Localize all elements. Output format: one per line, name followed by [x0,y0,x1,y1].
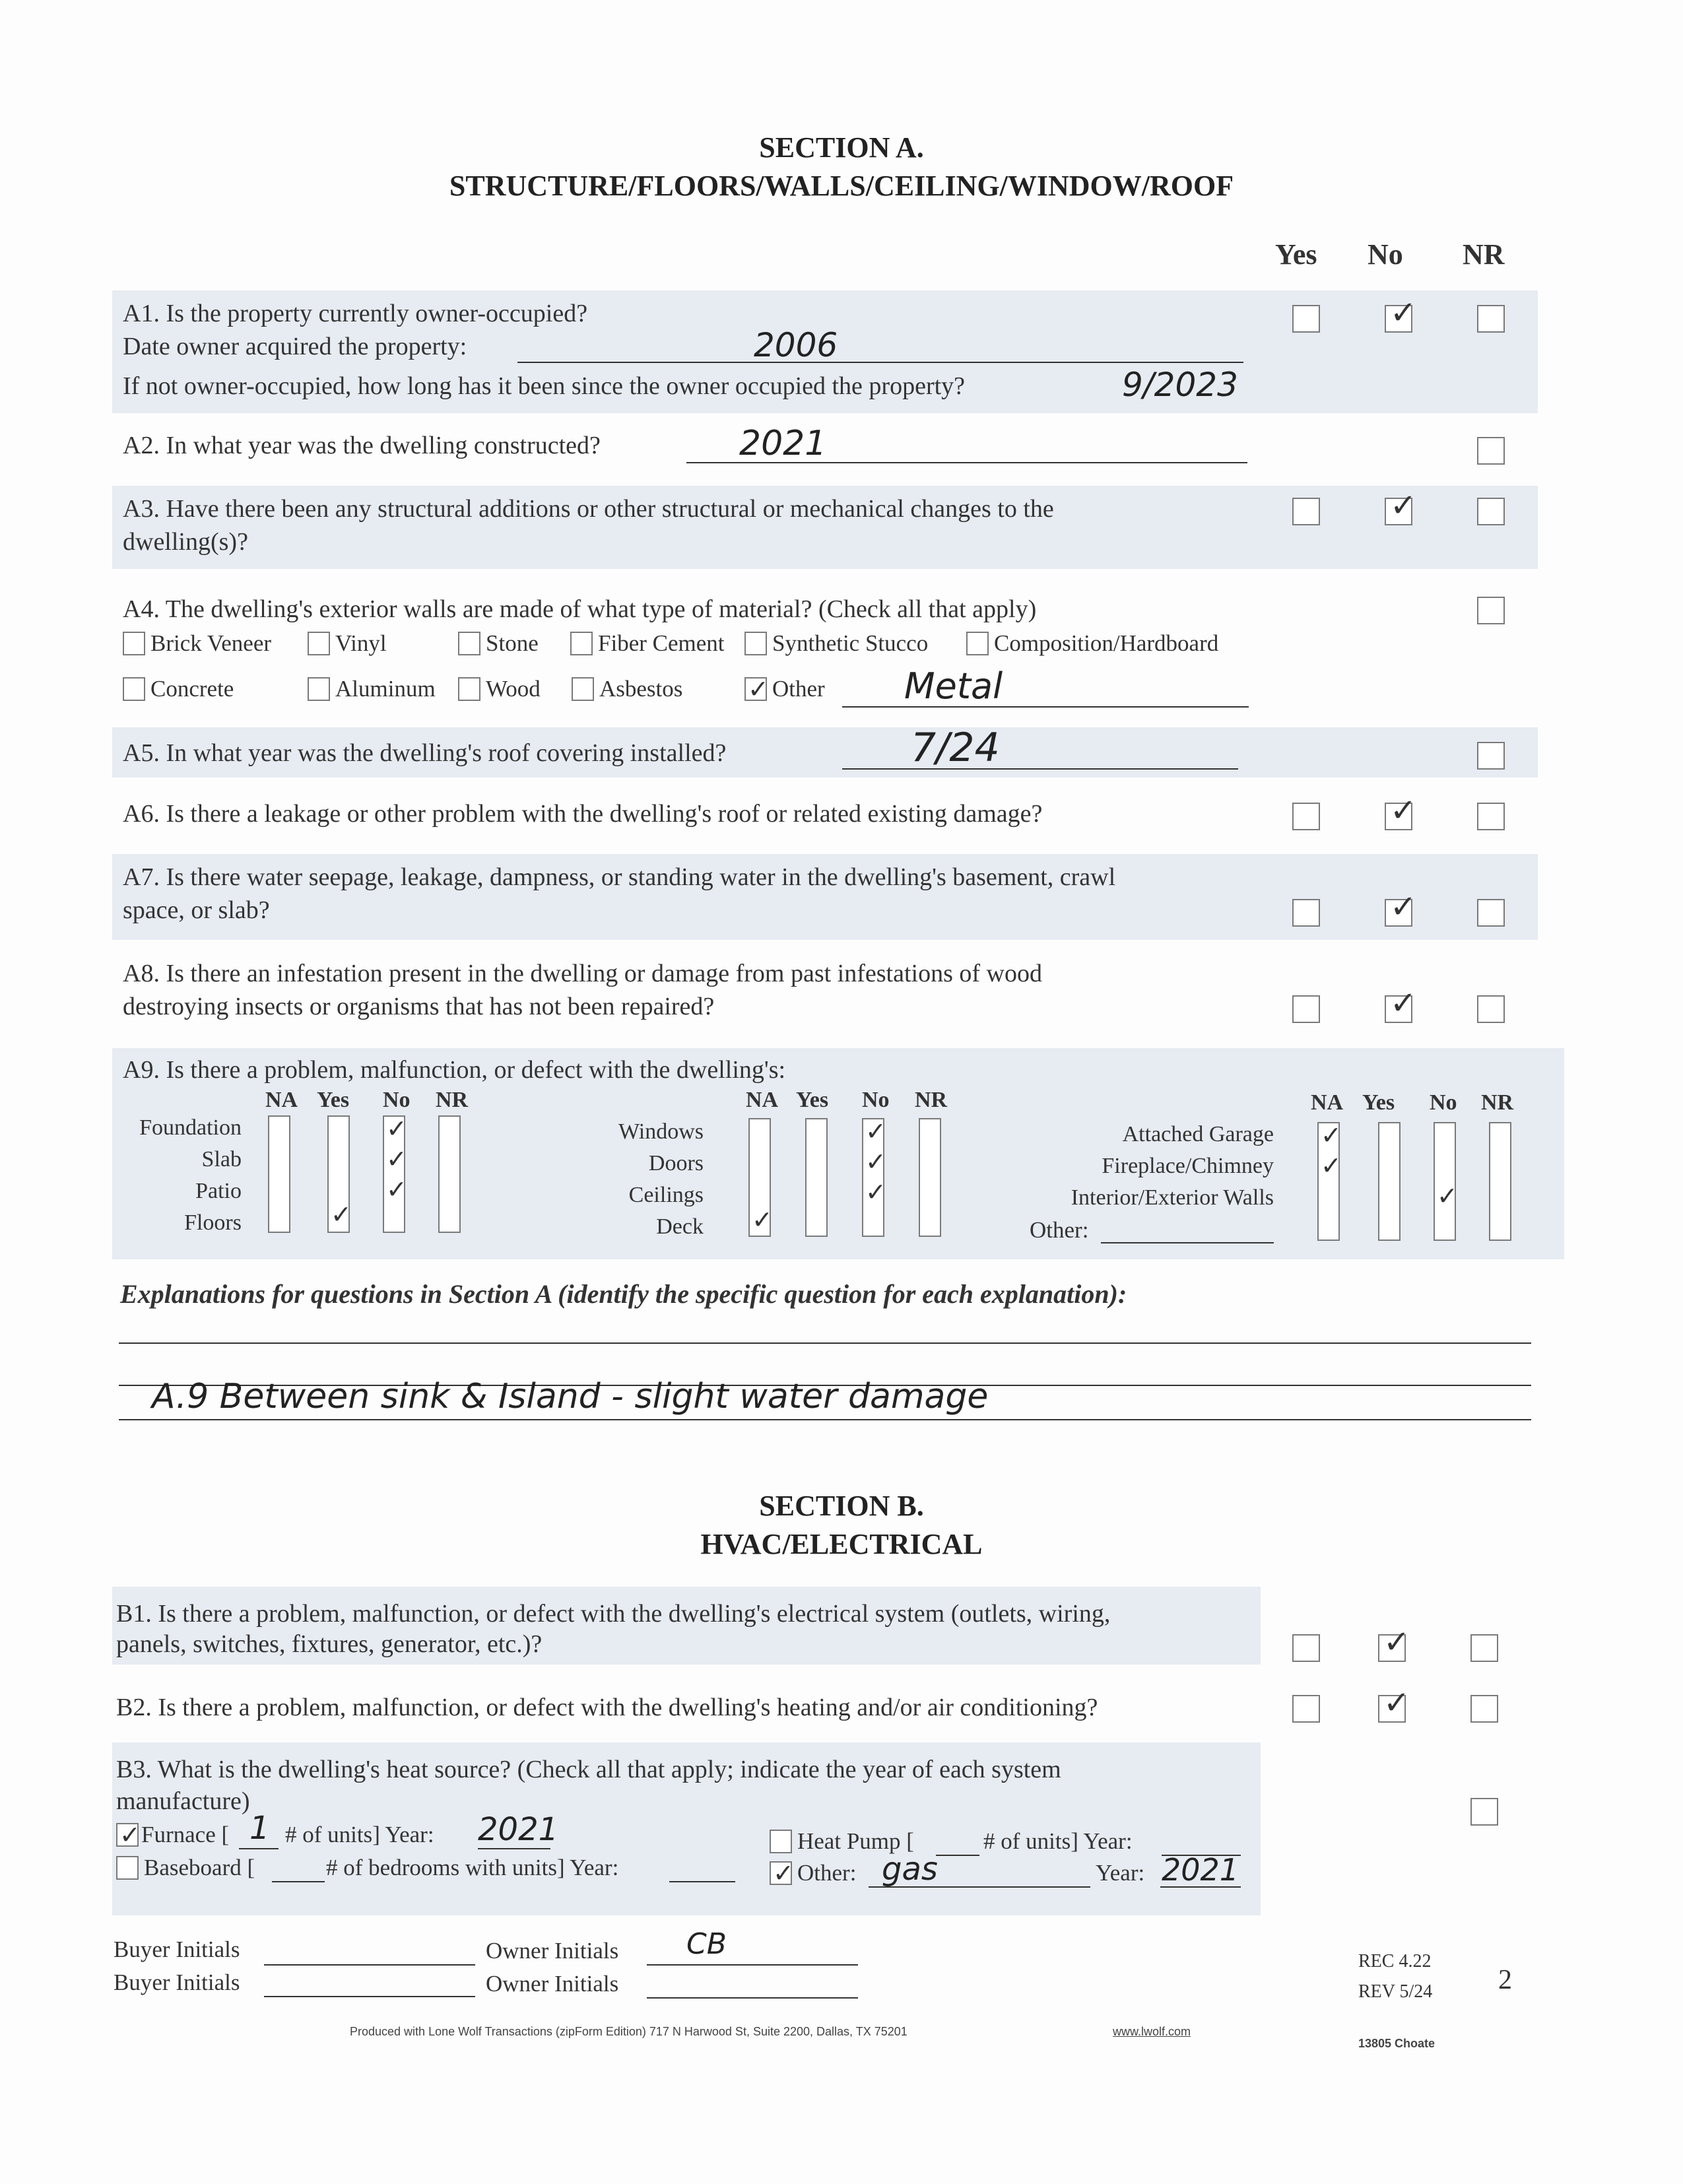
check-icon: ✓ [1383,1624,1410,1661]
explanations-label: Explanations for questions in Section A (identify the specific question for each explanation): [120,1279,1127,1309]
a6-yes-checkbox[interactable] [1292,803,1320,830]
a9-foundation-label: Foundation [139,1115,242,1140]
b3-heat-pump-label: Heat Pump [ [797,1828,914,1854]
a5-answer-line [842,768,1238,770]
a9-deck-label: Deck [656,1214,704,1239]
a3-yes-checkbox[interactable] [1292,498,1320,525]
a9-g1-yes-column[interactable] [327,1115,350,1233]
a9-g1-header-yes: Yes [317,1088,350,1112]
a4-synthetic-stucco-checkbox[interactable] [744,632,767,655]
a2-answer: 2021 [739,424,827,463]
a4-concrete-checkbox[interactable] [123,677,145,701]
a9-ceilings-label: Ceilings [628,1183,704,1207]
check-icon: ✓ [1390,985,1417,1022]
a1-date-acquired-line [517,362,1243,363]
b2-nr-checkbox[interactable] [1470,1695,1498,1723]
check-icon: ✓ [748,675,769,704]
a9-g2-header-nr: NR [915,1088,948,1112]
a8-no-checkbox[interactable] [1385,985,1417,1023]
column-header-no: No [1368,238,1403,271]
owner-initials-label-1: Owner Initials [486,1938,619,1964]
b3-heat-pump-checkbox[interactable] [770,1830,792,1853]
b3-heat-pump-units-line [936,1855,979,1856]
a1-not-occupied-answer: 9/2023 [1122,366,1238,404]
a5-nr-checkbox[interactable] [1477,742,1505,770]
a9-windows-label: Windows [618,1119,704,1144]
check-icon: ✓ [1383,1684,1410,1721]
a9-other-label: Other: [1030,1217,1089,1243]
a9-g1-header-no: No [383,1088,411,1112]
b3-furnace-label: Furnace [ [141,1822,230,1847]
a3-question-line1: A3. Have there been any structural additions or other structural or mechanical changes to the [123,495,1054,523]
a4-nr-checkbox[interactable] [1477,597,1505,624]
a4-composition-hardboard-label: Composition/Hardboard [994,630,1219,656]
a9-g2-header-yes: Yes [796,1088,829,1112]
check-icon: ✓ [865,1177,886,1207]
b3-other-label: Other: [797,1860,857,1886]
a9-slab-label: Slab [201,1147,242,1172]
b1-nr-checkbox[interactable] [1470,1634,1498,1662]
a4-concrete-label: Concrete [150,676,234,702]
b3-furnace-units: 1 [249,1810,270,1847]
a4-vinyl-checkbox[interactable] [308,632,330,655]
a3-question-line2: dwelling(s)? [123,528,248,556]
owner-initials-signature: CB [686,1927,727,1961]
a4-brick-veneer-label: Brick Veneer [150,630,272,656]
a9-g1-no-column[interactable] [383,1115,405,1233]
a6-nr-checkbox[interactable] [1477,803,1505,830]
b3-baseboard-year-line [669,1881,735,1882]
section-a-title: SECTION A. [759,131,924,164]
b3-other-checkbox[interactable] [770,1859,794,1888]
a4-wood-label: Wood [486,676,541,702]
a4-stone-label: Stone [486,630,539,656]
b3-question-line1: B3. What is the dwelling's heat source? (Check all that apply; indicate the year of each system [116,1756,1061,1783]
a4-fiber-cement-label: Fiber Cement [598,630,725,656]
owner-initials-line-2[interactable] [647,1997,858,1999]
check-icon: ✓ [386,1175,407,1204]
owner-initials-line-1[interactable] [647,1964,858,1966]
a9-g2-yes-column[interactable] [805,1118,828,1237]
check-icon: ✓ [386,1114,407,1143]
a4-aluminum-label: Aluminum [335,676,436,702]
page-number: 2 [1498,1965,1512,1995]
a1-not-occupied-label: If not owner-occupied, how long has it been since the owner occupied the property? [123,372,966,400]
a9-doors-label: Doors [648,1151,704,1175]
a9-g3-no-column[interactable] [1434,1122,1456,1241]
b3-baseboard-checkbox[interactable] [116,1856,139,1880]
b3-baseboard-bedrooms-line [272,1881,325,1882]
a7-question-line2: space, or slab? [123,896,270,924]
check-icon: ✓ [1390,888,1417,925]
a2-question: A2. In what year was the dwelling constructed? [123,432,601,459]
explanation-line-1 [119,1342,1531,1344]
a4-other-line [842,706,1249,708]
check-icon: ✓ [1390,294,1417,331]
a3-nr-checkbox[interactable] [1477,498,1505,525]
a9-other-line [1101,1242,1274,1243]
column-header-yes: Yes [1275,238,1317,271]
explanation-line-3 [119,1419,1531,1420]
b3-furnace-checkbox[interactable] [116,1820,141,1849]
a1-question: A1. Is the property currently owner-occupied? [123,300,588,327]
b3-nr-checkbox[interactable] [1470,1798,1498,1826]
a4-aluminum-checkbox[interactable] [308,677,330,701]
b3-other-year-label: Year: [1096,1860,1145,1886]
a9-attached-garage-label: Attached Garage [1122,1122,1274,1146]
a9-question: A9. Is there a problem, malfunction, or defect with the dwelling's: [123,1056,786,1084]
a4-other-answer: Metal [904,665,1003,707]
a4-question: A4. The dwelling's exterior walls are made of what type of material? (Check all that apply) [123,595,1037,623]
b3-furnace-units-line [239,1848,279,1849]
form-rev-code: REV 5/24 [1358,1981,1433,2002]
document-name: 13805 Choate [1358,2037,1436,2050]
section-a-subtitle: STRUCTURE/FLOORS/WALLS/CEILING/WINDOW/ROOF [449,170,1234,202]
a9-g2-no-column[interactable] [862,1118,884,1237]
a9-g3-yes-column[interactable] [1378,1122,1401,1241]
check-icon: ✓ [865,1117,886,1146]
a9-g2-na-column[interactable] [748,1118,771,1237]
a9-interior-exterior-walls-label: Interior/Exterior Walls [1071,1185,1274,1210]
a1-no-checkbox[interactable] [1385,294,1417,333]
a9-g3-na-column[interactable] [1317,1122,1340,1241]
a8-question-line2: destroying insects or organisms that has not been repaired? [123,993,715,1020]
a9-floors-label: Floors [184,1210,242,1235]
a1-date-acquired-label: Date owner acquired the property: [123,333,467,360]
b1-question-line2: panels, switches, fixtures, generator, etc.)? [116,1630,543,1658]
buyer-initials-label-1: Buyer Initials [114,1936,240,1962]
a9-g2-nr-column[interactable] [919,1118,941,1237]
a9-g3-header-yes: Yes [1362,1090,1395,1115]
check-icon: ✓ [1390,487,1417,524]
owner-initials-label-2: Owner Initials [486,1971,619,1997]
section-b-subtitle: HVAC/ELECTRICAL [700,1528,983,1560]
a5-question: A5. In what year was the dwelling's roof covering installed? [123,739,727,767]
a9-g1-header-nr: NR [436,1088,469,1112]
a8-question-line1: A8. Is there an infestation present in the dwelling or damage from past infestations of wood [123,960,1042,987]
produced-with-text: Produced with Lone Wolf Transactions (zipForm Edition) 717 N Harwood St, Suite 2200, Dallas, TX 75201 [350,2025,908,2038]
a9-g2-header-no: No [862,1088,890,1112]
a6-no-checkbox[interactable] [1385,792,1417,830]
check-icon: ✓ [1390,792,1417,829]
a4-brick-veneer-checkbox[interactable] [123,632,145,655]
a7-no-checkbox[interactable] [1385,888,1417,927]
check-icon: ✓ [865,1147,886,1176]
section-b-title: SECTION B. [759,1490,924,1522]
a7-question-line1: A7. Is there water seepage, leakage, dampness, or standing water in the dwelling's basement, crawl [123,863,1116,891]
b1-yes-checkbox[interactable] [1292,1634,1320,1662]
a9-g3-header-na: NA [1311,1090,1344,1115]
a9-g3-nr-column[interactable] [1489,1122,1511,1241]
a4-synthetic-stucco-label: Synthetic Stucco [772,630,929,656]
a9-patio-label: Patio [195,1179,242,1203]
b3-heat-pump-mid: # of units] Year: [983,1828,1133,1854]
a4-other-label: Other [772,676,825,702]
a4-asbestos-label: Asbestos [599,676,683,702]
b3-other-answer: gas [882,1851,938,1888]
b3-furnace-year-line [478,1848,550,1849]
b1-question-line1: B1. Is there a problem, malfunction, or defect with the dwelling's electrical system (outlets, wiring, [116,1600,1111,1628]
buyer-initials-line-1[interactable] [264,1964,475,1966]
b3-other-year: 2021 [1162,1852,1239,1888]
b3-baseboard-mid: # of bedrooms with units] Year: [326,1855,619,1880]
check-icon: ✓ [119,1820,141,1849]
a9-g2-header-na: NA [746,1088,779,1112]
a4-fiber-cement-checkbox[interactable] [570,632,593,655]
a9-g1-nr-column[interactable] [438,1115,461,1233]
b3-furnace-year: 2021 [478,1811,559,1848]
b2-yes-checkbox[interactable] [1292,1695,1320,1723]
a7-yes-checkbox[interactable] [1292,899,1320,927]
a4-other-checkbox[interactable] [744,675,769,704]
a4-wood-checkbox[interactable] [458,677,480,701]
a9-g1-header-na: NA [265,1088,298,1112]
check-icon: ✓ [386,1144,407,1174]
b3-question-line2: manufacture) [116,1787,250,1815]
b2-no-checkbox[interactable] [1378,1684,1410,1723]
buyer-initials-label-2: Buyer Initials [114,1969,240,1995]
b1-no-checkbox[interactable] [1378,1624,1410,1662]
a9-g3-header-no: No [1430,1090,1457,1115]
a4-stone-checkbox[interactable] [458,632,480,655]
a6-question: A6. Is there a leakage or other problem with the dwelling's roof or related existing damage? [123,800,1043,828]
b3-furnace-mid: # of units] Year: [285,1822,434,1847]
a1-yes-checkbox[interactable] [1292,305,1320,333]
a4-asbestos-checkbox[interactable] [572,677,594,701]
a4-composition-hardboard-checkbox[interactable] [966,632,989,655]
check-icon: ✓ [773,1859,794,1888]
a9-g1-na-column[interactable] [268,1115,290,1233]
check-icon: ✓ [1321,1151,1342,1180]
check-icon: ✓ [1321,1121,1342,1150]
a8-yes-checkbox[interactable] [1292,995,1320,1023]
form-rec-code: REC 4.22 [1358,1951,1432,1971]
buyer-initials-line-2[interactable] [264,1996,475,1997]
a9-fireplace-chimney-label: Fireplace/Chimney [1102,1154,1274,1178]
check-icon: ✓ [331,1200,352,1229]
a1-date-acquired-answer: 2006 [754,326,838,364]
a7-nr-checkbox[interactable] [1477,899,1505,927]
a9-g3-header-nr: NR [1481,1090,1514,1115]
b3-baseboard-label: Baseboard [ [144,1855,255,1880]
a2-nr-checkbox[interactable] [1477,437,1505,465]
b2-question: B2. Is there a problem, malfunction, or defect with the dwelling's heating and/or air conditioning? [116,1694,1098,1721]
column-header-nr: NR [1463,238,1505,271]
a8-nr-checkbox[interactable] [1477,995,1505,1023]
a1-nr-checkbox[interactable] [1477,305,1505,333]
a5-answer: 7/24 [911,725,1000,771]
a3-no-checkbox[interactable] [1385,487,1417,525]
website-link[interactable]: www.lwolf.com [1113,2025,1191,2038]
explanation-text: A.9 Between sink & Island - slight water damage [152,1377,989,1416]
check-icon: ✓ [752,1205,773,1234]
check-icon: ✓ [1437,1181,1458,1210]
a4-vinyl-label: Vinyl [335,630,387,656]
